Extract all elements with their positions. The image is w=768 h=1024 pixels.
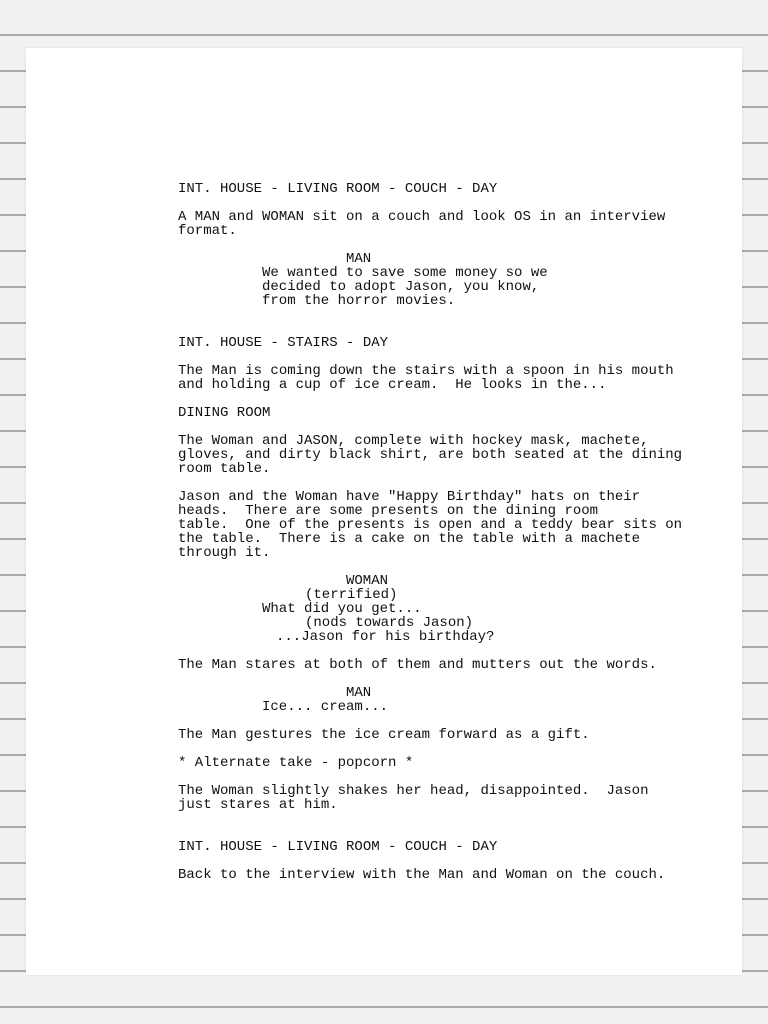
action-line: The Man is coming down the stairs with a spoon in his mouth and holding a cup of ice cream. He looks in the... [178, 363, 674, 393]
dialogue-line: What did you get... [262, 601, 422, 617]
action-line: * Alternate take - popcorn * [178, 755, 414, 771]
action-line: Back to the interview with the Man and Woman on the couch. [178, 867, 666, 883]
script-page [26, 48, 742, 975]
scene-heading: INT. HOUSE - LIVING ROOM - COUCH - DAY [178, 839, 498, 855]
action-line: A MAN and WOMAN sit on a couch and look OS in an interview format. [178, 209, 666, 239]
character-name: MAN [346, 251, 372, 267]
dialogue-line: We wanted to save some money so we decided to adopt Jason, you know, from the horror movies. [262, 265, 548, 309]
character-name: MAN [346, 685, 372, 701]
action-line: The Woman and JASON, complete with hockey mask, machete, gloves, and dirty black shirt, are both seated at the dining room table. [178, 433, 683, 477]
scene-heading: INT. HOUSE - LIVING ROOM - COUCH - DAY [178, 181, 498, 197]
dialogue-line: ...Jason for his birthday? [276, 629, 495, 645]
scene-heading: INT. HOUSE - STAIRS - DAY [178, 335, 389, 351]
dialogue-line: Ice... cream... [262, 699, 389, 715]
action-line: The Man gestures the ice cream forward as a gift. [178, 727, 590, 743]
action-line: The Woman slightly shakes her head, disappointed. Jason just stares at him. [178, 783, 649, 813]
character-name: WOMAN [346, 573, 389, 589]
action-line: Jason and the Woman have "Happy Birthday" hats on their heads. There are some presents on the dining room table. One of the presents is open and a teddy bear sits on the table. There is a cake on the table with a machete through it. [178, 489, 683, 561]
parenthetical: (nods towards Jason) [305, 615, 474, 631]
parenthetical: (terrified) [305, 587, 398, 603]
action-line: The Man stares at both of them and mutters out the words. [178, 657, 657, 673]
screenplay-body [178, 178, 698, 883]
action-line: DINING ROOM [178, 405, 271, 421]
